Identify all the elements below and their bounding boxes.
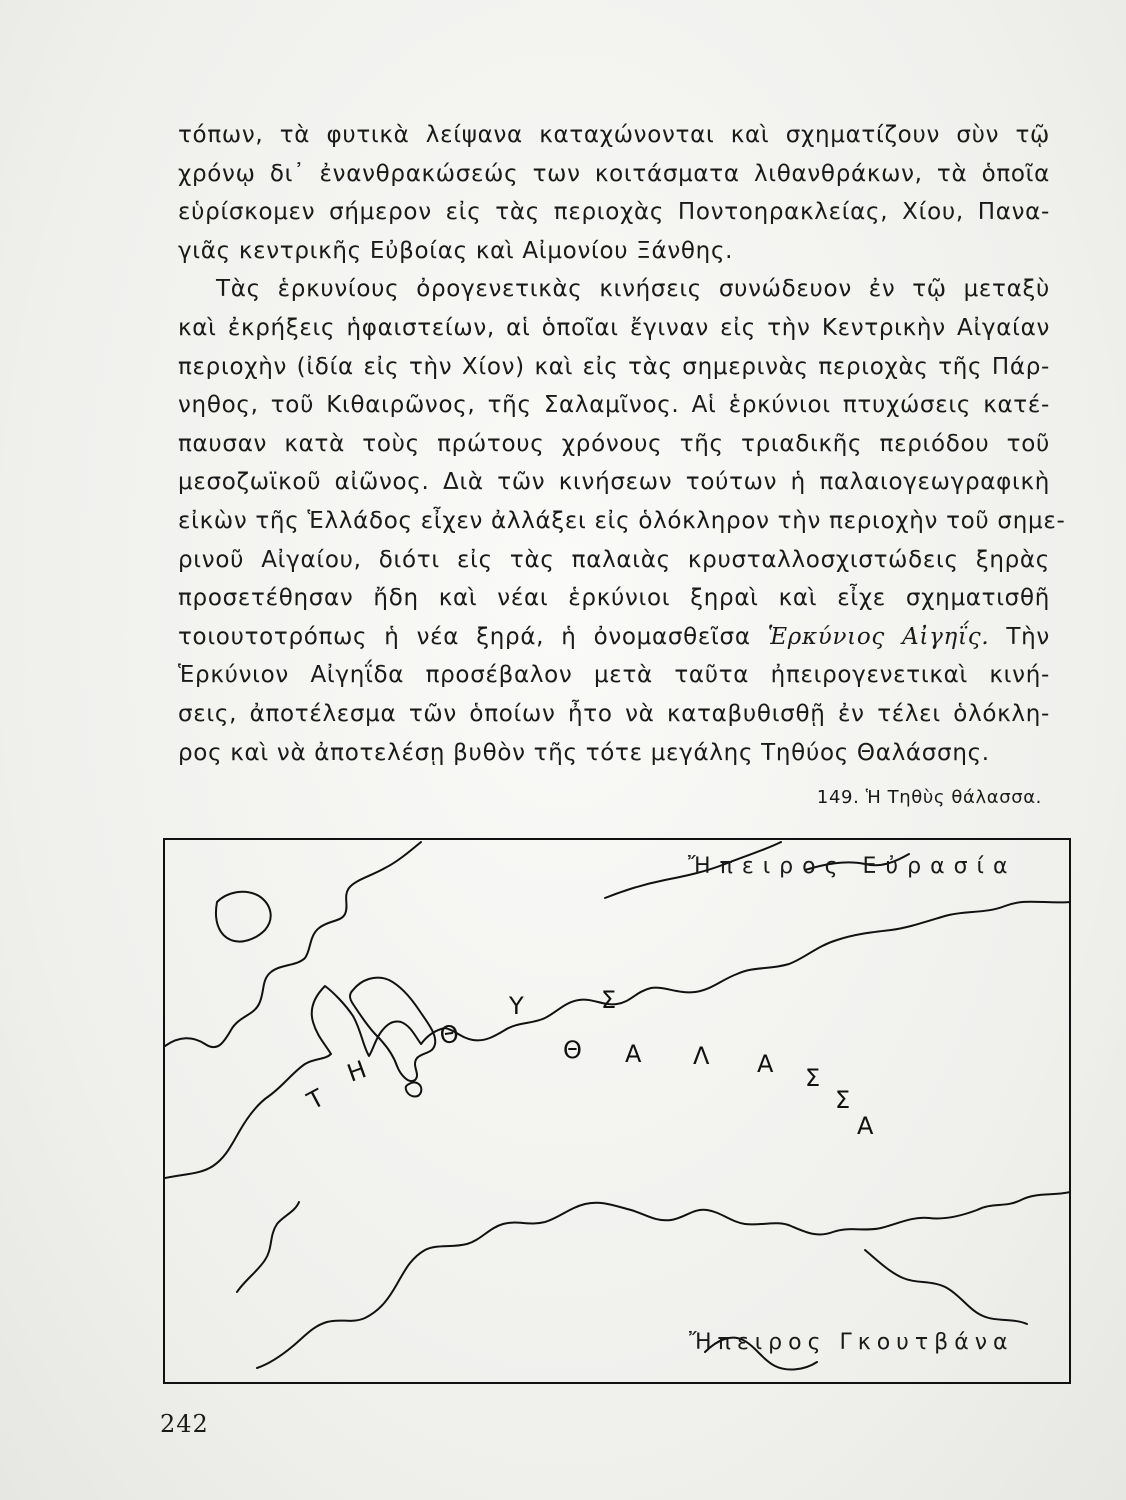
western-landmass <box>165 842 421 1047</box>
text-line: εἰκὼν τῆς Ἑλλάδος εἶχεν ἀλλάξει εἰς ὁλόκληρον τὴν περιοχὴν τοῦ σημε- <box>178 507 1066 534</box>
text-line: ρινοῦ Αἰγαίου, διότι εἰς τὰς παλαιὰς κρυσταλλοσχιστώδεις ξηρὰς <box>178 546 1050 573</box>
text-line: Ἑρκύνιον Αἰγηΐδα προσέβαλον μετὰ ταῦτα ἠπειρογενετικαὶ κινή- <box>178 662 1050 689</box>
text-line: καὶ ἐκρήξεις ἡφαιστείων, αἱ ὁποῖαι ἔγιναν εἰς τὴν Κεντρικὴν Αἰγαίαν <box>178 314 1050 341</box>
text-line: χρόνῳ δι᾽ ἐνανθρακώσεώς των κοιτάσματα λιθανθράκων, τὰ ὁποῖα <box>178 160 1050 187</box>
map-coastlines <box>165 840 1071 1384</box>
text-line: προσετέθησαν ἤδη καὶ νέαι ἑρκύνιοι ξηραὶ καὶ εἶχε σχηματισθῆ <box>178 585 1050 612</box>
text-line: περιοχὴν (ἰδία εἰς τὴν Χίον) καὶ εἰς τὰς σημερινὰς περιοχὰς τῆς Πάρ- <box>178 353 1050 380</box>
sea-letter: Σ <box>835 1086 851 1114</box>
text-line: Τὰς ἑρκυνίους ὀρογενετικὰς κινήσεις συνώδευον ἐν τῷ μεταξὺ <box>216 276 1050 303</box>
eurasia-coastline <box>165 902 1070 1178</box>
text-line: σεις, ἀποτέλεσμα τῶν ὁποίων ἦτο νὰ καταβυθισθῇ ἐν τέλει ὁλόκλη- <box>178 700 1050 727</box>
page-number: 242 <box>160 1410 209 1438</box>
text-line-tail: Τὴν <box>1006 623 1050 650</box>
sea-letter: Η <box>343 1055 371 1088</box>
figure-caption: 149. Ἡ Τηθὺς θάλασσα. <box>816 787 1042 808</box>
gondwana-label: Ἤπειρος Γκουτβάνα <box>689 1330 1014 1355</box>
sea-letter: Λ <box>693 1042 710 1070</box>
sea-letter: Τ <box>302 1083 329 1116</box>
italic-term: Ἑρκύνιος Αἰγηΐς. <box>767 623 990 650</box>
sea-letter: Θ <box>437 1019 461 1050</box>
tethys-sea-map <box>163 838 1071 1384</box>
text-line: νηθος, τοῦ Κιθαιρῶνος, τῆς Σαλαμῖνος. Αἱ ἑρκύνιοι πτυχώσεις κατέ- <box>178 392 1050 419</box>
text-line: παυσαν κατὰ τοὺς πρώτους χρόνους τῆς τριαδικῆς περιόδου τοῦ <box>178 430 1050 457</box>
text-line: εὑρίσκομεν σήμερον εἰς τὰς περιοχὰς Ποντοηρακλείας, Χίου, Πανα- <box>178 199 1050 226</box>
text-line: γιᾶς κεντρικῆς Εὐβοίας καὶ Αἰμονίου Ξάνθης. <box>178 237 734 264</box>
sea-letter: Σ <box>601 986 617 1014</box>
text-line: τόπων, τὰ φυτικὰ λείψανα καταχώνονται καὶ σχηματίζουν σὺν τῷ <box>178 122 1050 148</box>
small-island <box>406 1082 422 1096</box>
sea-letter: Σ <box>805 1064 821 1092</box>
gondwana-inlet <box>237 1202 299 1292</box>
text-line: μεσοζωϊκοῦ αἰῶνος. Διὰ τῶν κινήσεων τούτων ἡ παλαιογεωγραφικὴ <box>178 469 1050 496</box>
body-text <box>178 116 1066 772</box>
northern-island <box>216 892 271 942</box>
sea-letter: Α <box>757 1050 774 1078</box>
paragraph-1 <box>178 116 1050 270</box>
text-line-with-italic <box>178 618 1050 657</box>
south-east-coast <box>865 1250 1027 1324</box>
sea-letter: Α <box>625 1040 642 1068</box>
paragraph-2 <box>178 270 1066 772</box>
sea-letter: Υ <box>509 992 524 1020</box>
sea-letter: Α <box>857 1112 874 1140</box>
text-line: ρος καὶ νὰ ἀποτελέσῃ βυθὸν τῆς τότε μεγάλης Τηθύος Θαλάσσης. <box>178 739 990 766</box>
eurasia-label: Ἤπειρος Εὐρασία <box>688 854 1017 879</box>
sea-letter: Θ <box>563 1036 582 1064</box>
text-line: τοιουτοτρόπως ἡ νέα ξηρά, ἡ ὀνομασθεῖσα <box>178 623 751 650</box>
